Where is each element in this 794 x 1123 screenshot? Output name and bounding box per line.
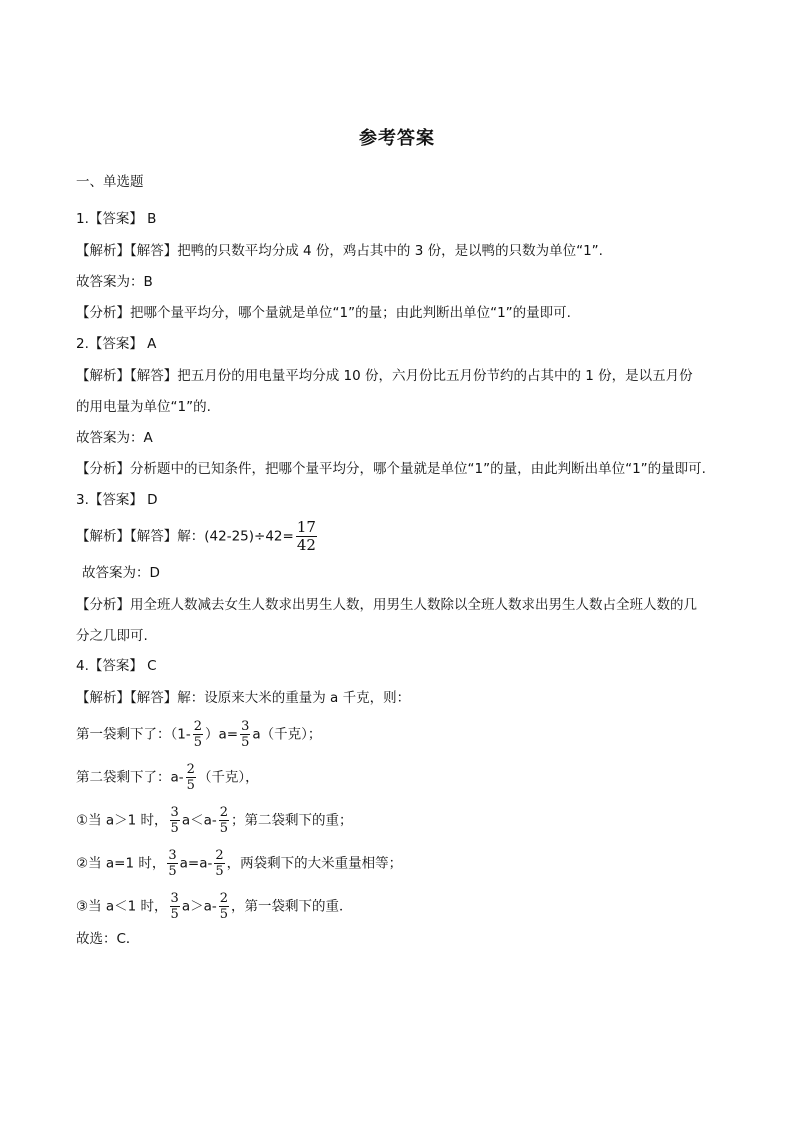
q1-analysis: 【解析】【解答】把鸭的只数平均分成 4 份，鸡占其中的 3 份，是以鸭的只数为单位“1”. [76, 243, 603, 259]
fraction-numerator: 3 [168, 848, 177, 863]
fraction-numerator: 2 [193, 719, 202, 734]
q4-case1 [76, 806, 353, 835]
q2-result: 故答案为：A [76, 430, 153, 446]
fraction-denominator: 5 [193, 735, 202, 750]
q3-analysis [76, 520, 319, 553]
fraction-3-5 [170, 892, 180, 921]
q2-analysis-line2: 的用电量为单位“1”的. [76, 399, 211, 415]
fraction-denominator: 5 [219, 907, 229, 922]
fraction-17-42 [296, 520, 317, 553]
q4-case2-text: a=a- [179, 855, 213, 872]
fraction-denominator: 5 [168, 864, 177, 879]
fraction-2-5 [219, 892, 229, 921]
q3-answer: 3.【答案】 D [76, 492, 158, 508]
fraction-2-5 [219, 806, 229, 835]
q4-case1-text: ；第二袋剩下的重； [231, 812, 353, 829]
fraction-2-5 [214, 849, 224, 878]
q4-bag1 [76, 720, 321, 749]
section-heading: 一、单选题 [76, 174, 144, 190]
q3-note-line1: 【分析】用全班人数减去女生人数求出男生人数，用男生人数除以全班人数求出男生人数占全班人数的几 [76, 597, 697, 613]
q4-case3-text: a＞a- [181, 898, 217, 915]
q2-answer: 2.【答案】 A [76, 336, 157, 352]
fraction-3-5 [170, 806, 180, 835]
q4-bag1-text: a（千克）； [252, 726, 322, 743]
fraction-numerator: 3 [170, 891, 179, 906]
q1-result: 故答案为：B [76, 274, 153, 290]
q3-result: 故答案为：D [82, 565, 160, 581]
fraction-2-5 [186, 763, 196, 792]
fraction-numerator: 2 [186, 762, 195, 777]
q3-analysis-text: 【解析】【解答】解：(42-25)÷42= [76, 528, 294, 545]
q1-note: 【分析】把哪个量平均分，哪个量就是单位“1”的量；由此判断出单位“1”的量即可. [76, 305, 571, 321]
q4-bag2 [76, 763, 259, 792]
q4-case2-text: ，两袋剩下的大米重量相等； [226, 855, 403, 872]
q4-bag1-text: ）a= [205, 726, 239, 743]
fraction-denominator: 5 [215, 864, 224, 879]
q2-note: 【分析】分析题中的已知条件，把哪个量平均分，哪个量就是单位“1”的量，由此判断出单位“1”的量即可. [76, 461, 706, 477]
q2-analysis-line1: 【解析】【解答】把五月份的用电量平均分成 10 份，六月份比五月份节约的占其中的 1 份，是以五月份 [76, 368, 693, 384]
fraction-numerator: 3 [241, 719, 250, 734]
fraction-numerator: 3 [170, 805, 179, 820]
page-title: 参考答案 [359, 128, 435, 149]
fraction-numerator: 17 [296, 518, 316, 536]
q4-case1-text: ①当 a＞1 时， [76, 812, 168, 829]
fraction-numerator: 2 [215, 848, 224, 863]
q4-result: 故选：C． [76, 931, 140, 947]
fraction-denominator: 5 [170, 907, 179, 922]
q4-analysis: 【解析】【解答】解：设原来大米的重量为 a 千克，则： [76, 690, 411, 706]
fraction-denominator: 5 [241, 735, 250, 750]
q4-case2 [76, 849, 402, 878]
q4-case3 [76, 892, 353, 921]
q4-case2-text: ②当 a=1 时， [76, 855, 166, 872]
fraction-denominator: 5 [219, 821, 229, 836]
q4-bag2-text: （千克）， [197, 769, 259, 786]
q4-bag1-text: 第一袋剩下了：（1- [76, 726, 191, 743]
q1-answer: 1.【答案】 B [76, 211, 157, 227]
fraction-3-5 [167, 849, 177, 878]
q3-note-line2: 分之几即可. [76, 628, 148, 644]
q4-bag2-text: 第二袋剩下了：a- [76, 769, 184, 786]
fraction-3-5 [240, 720, 250, 749]
fraction-numerator: 2 [219, 891, 229, 906]
fraction-denominator: 5 [170, 821, 179, 836]
fraction-numerator: 2 [219, 805, 229, 820]
fraction-denominator: 5 [186, 778, 195, 793]
q4-case1-text: a＜a- [181, 812, 217, 829]
q4-answer: 4.【答案】 C [76, 658, 157, 674]
q4-case3-text: ，第一袋剩下的重． [231, 898, 353, 915]
fraction-denominator: 42 [296, 536, 316, 554]
fraction-2-5 [193, 720, 203, 749]
q4-case3-text: ③当 a＜1 时， [76, 898, 168, 915]
